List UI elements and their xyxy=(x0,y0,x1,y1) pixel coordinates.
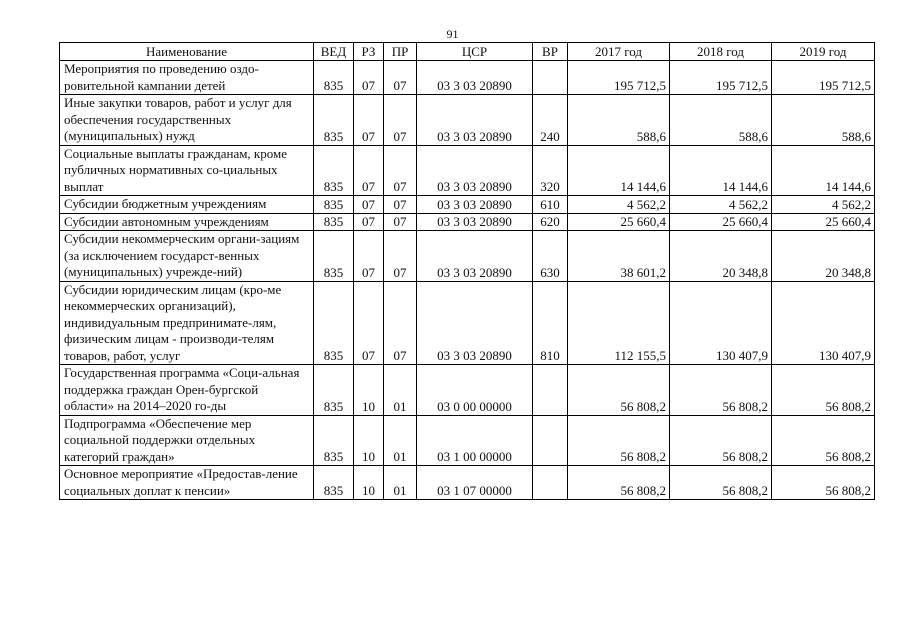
row-csr: 03 3 03 20890 xyxy=(417,213,533,231)
table-row xyxy=(60,415,875,466)
row-rz: 07 xyxy=(354,61,384,95)
row-vr: 620 xyxy=(533,213,568,231)
table-row xyxy=(60,281,875,365)
table-row xyxy=(60,365,875,416)
row-ved: 835 xyxy=(314,196,354,214)
row-value-2017: 56 808,2 xyxy=(568,365,670,416)
row-rz: 10 xyxy=(354,415,384,466)
column-header-name: Наименование xyxy=(60,43,314,61)
budget-table xyxy=(59,42,875,500)
row-ved: 835 xyxy=(314,231,354,282)
row-rz: 07 xyxy=(354,231,384,282)
row-rz: 07 xyxy=(354,95,384,146)
row-value-2018: 20 348,8 xyxy=(670,231,772,282)
row-value-2017: 56 808,2 xyxy=(568,415,670,466)
column-header-ved: ВЕД xyxy=(314,43,354,61)
row-value-2019: 56 808,2 xyxy=(772,466,875,500)
row-name: Субсидии автономным учреждениям xyxy=(60,213,314,231)
table-row xyxy=(60,95,875,146)
row-value-2019: 195 712,5 xyxy=(772,61,875,95)
row-value-2018: 56 808,2 xyxy=(670,466,772,500)
row-pr: 07 xyxy=(384,231,417,282)
row-ved: 835 xyxy=(314,213,354,231)
row-value-2018: 14 144,6 xyxy=(670,145,772,196)
row-vr xyxy=(533,466,568,500)
row-pr: 01 xyxy=(384,365,417,416)
column-header-2017: 2017 год xyxy=(568,43,670,61)
row-value-2017: 4 562,2 xyxy=(568,196,670,214)
row-name: Иные закупки товаров, работ и услуг для обеспечения государственных (муниципальных) нужд xyxy=(60,95,314,146)
row-pr: 07 xyxy=(384,95,417,146)
row-csr: 03 3 03 20890 xyxy=(417,281,533,365)
row-csr: 03 3 03 20890 xyxy=(417,231,533,282)
row-pr: 01 xyxy=(384,466,417,500)
row-name: Социальные выплаты гражданам, кроме публичных нормативных со-циальных выплат xyxy=(60,145,314,196)
table-header-row xyxy=(60,43,875,61)
row-name: Субсидии бюджетным учреждениям xyxy=(60,196,314,214)
row-pr: 01 xyxy=(384,415,417,466)
row-vr: 810 xyxy=(533,281,568,365)
column-header-2018: 2018 год xyxy=(670,43,772,61)
row-ved: 835 xyxy=(314,466,354,500)
row-pr: 07 xyxy=(384,145,417,196)
row-value-2019: 4 562,2 xyxy=(772,196,875,214)
row-csr: 03 0 00 00000 xyxy=(417,365,533,416)
row-pr: 07 xyxy=(384,281,417,365)
row-vr xyxy=(533,365,568,416)
row-rz: 10 xyxy=(354,365,384,416)
row-pr: 07 xyxy=(384,196,417,214)
row-csr: 03 3 03 20890 xyxy=(417,61,533,95)
table-row xyxy=(60,466,875,500)
row-value-2019: 20 348,8 xyxy=(772,231,875,282)
row-value-2018: 25 660,4 xyxy=(670,213,772,231)
row-value-2018: 56 808,2 xyxy=(670,415,772,466)
row-name: Подпрограмма «Обеспечение мер социальной поддержки отдельных категорий граждан» xyxy=(60,415,314,466)
row-vr: 630 xyxy=(533,231,568,282)
row-vr: 610 xyxy=(533,196,568,214)
table-row xyxy=(60,61,875,95)
row-value-2017: 588,6 xyxy=(568,95,670,146)
row-value-2018: 195 712,5 xyxy=(670,61,772,95)
row-value-2019: 56 808,2 xyxy=(772,365,875,416)
row-value-2019: 56 808,2 xyxy=(772,415,875,466)
row-value-2017: 195 712,5 xyxy=(568,61,670,95)
row-csr: 03 1 07 00000 xyxy=(417,466,533,500)
row-value-2018: 130 407,9 xyxy=(670,281,772,365)
row-ved: 835 xyxy=(314,365,354,416)
row-value-2017: 56 808,2 xyxy=(568,466,670,500)
column-header-rz: РЗ xyxy=(354,43,384,61)
row-value-2019: 25 660,4 xyxy=(772,213,875,231)
column-header-csr: ЦСР xyxy=(417,43,533,61)
row-value-2017: 38 601,2 xyxy=(568,231,670,282)
row-csr: 03 1 00 00000 xyxy=(417,415,533,466)
row-vr: 320 xyxy=(533,145,568,196)
row-rz: 07 xyxy=(354,145,384,196)
table-row xyxy=(60,145,875,196)
row-vr: 240 xyxy=(533,95,568,146)
row-value-2019: 130 407,9 xyxy=(772,281,875,365)
row-name: Государственная программа «Соци-альная поддержка граждан Орен-бургской области» на 2014–2020 го-ды xyxy=(60,365,314,416)
row-ved: 835 xyxy=(314,145,354,196)
row-value-2017: 14 144,6 xyxy=(568,145,670,196)
row-value-2018: 4 562,2 xyxy=(670,196,772,214)
row-pr: 07 xyxy=(384,61,417,95)
row-value-2018: 56 808,2 xyxy=(670,365,772,416)
row-name: Субсидии некоммерческим органи-зациям (за исключением государст-венных (муниципальных) учрежде-ний) xyxy=(60,231,314,282)
page-number: 91 xyxy=(446,27,459,41)
row-rz: 07 xyxy=(354,281,384,365)
row-vr xyxy=(533,61,568,95)
column-header-vr: ВР xyxy=(533,43,568,61)
row-pr: 07 xyxy=(384,213,417,231)
row-vr xyxy=(533,415,568,466)
row-ved: 835 xyxy=(314,61,354,95)
row-ved: 835 xyxy=(314,281,354,365)
row-csr: 03 3 03 20890 xyxy=(417,196,533,214)
column-header-2019: 2019 год xyxy=(772,43,875,61)
row-name: Субсидии юридическим лицам (кро-ме некоммерческих организаций), индивидуальным предпринимате-лям, физическим лицам - производи-телям товаров, работ, услуг xyxy=(60,281,314,365)
table-row xyxy=(60,213,875,231)
row-name: Основное мероприятие «Предостав-ление социальных доплат к пенсии» xyxy=(60,466,314,500)
row-rz: 07 xyxy=(354,196,384,214)
row-rz: 07 xyxy=(354,213,384,231)
row-value-2019: 588,6 xyxy=(772,95,875,146)
row-csr: 03 3 03 20890 xyxy=(417,95,533,146)
row-csr: 03 3 03 20890 xyxy=(417,145,533,196)
table-row xyxy=(60,231,875,282)
row-ved: 835 xyxy=(314,95,354,146)
row-rz: 10 xyxy=(354,466,384,500)
row-ved: 835 xyxy=(314,415,354,466)
row-value-2017: 25 660,4 xyxy=(568,213,670,231)
row-value-2018: 588,6 xyxy=(670,95,772,146)
row-name: Мероприятия по проведению оздо-ровительной кампании детей xyxy=(60,61,314,95)
column-header-pr: ПР xyxy=(384,43,417,61)
row-value-2019: 14 144,6 xyxy=(772,145,875,196)
table-row xyxy=(60,196,875,214)
row-value-2017: 112 155,5 xyxy=(568,281,670,365)
